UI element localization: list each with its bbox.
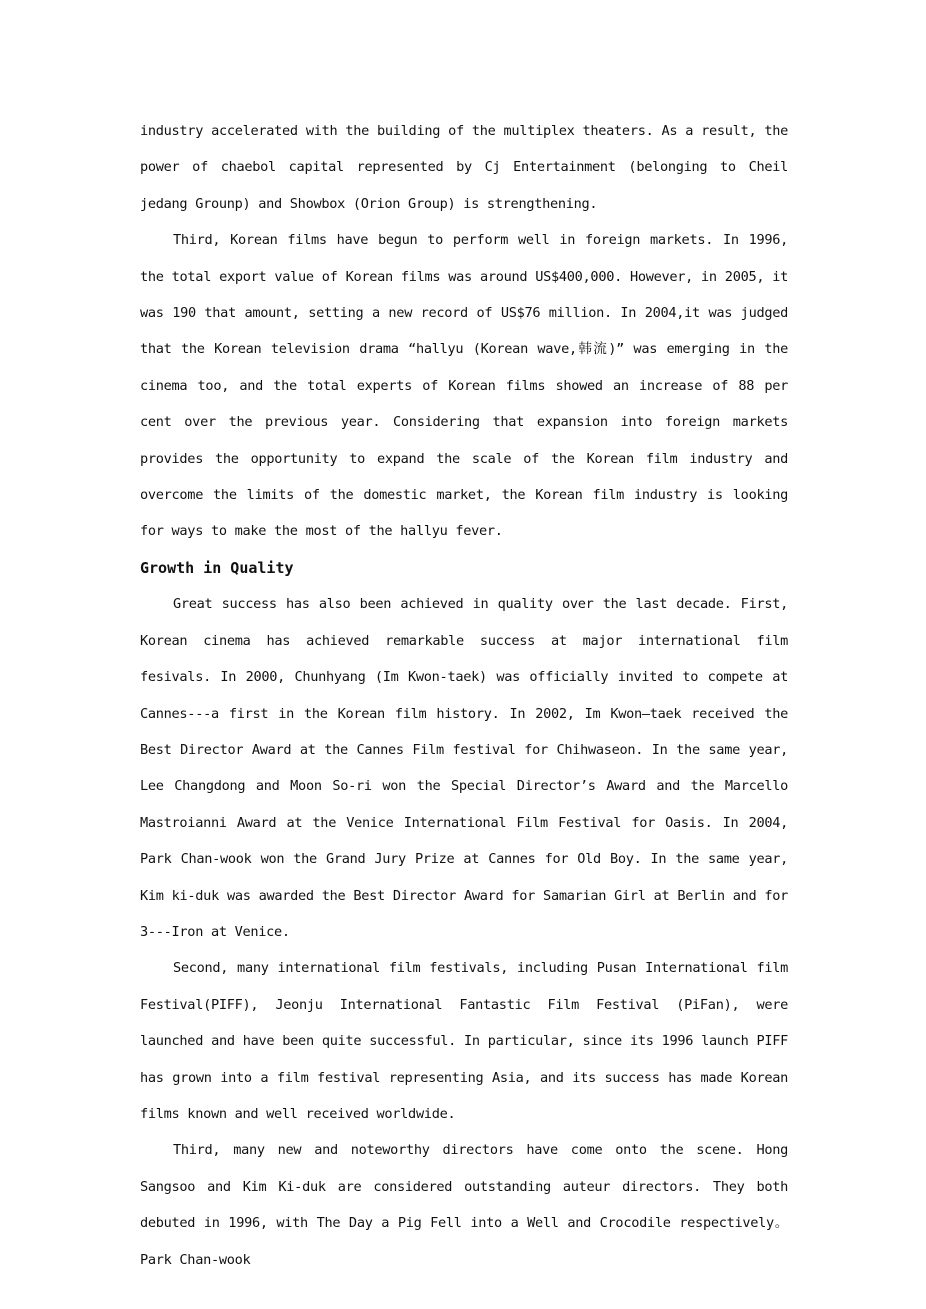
- paragraph-film-festivals: Second, many international film festivals, including Pusan International film Festival(PIFF), Jeonju International Fantastic Film Festival (PiFan), were launched and have been quite successful. In particular, since its 1996 launch PIFF has grown into a film festival representing Asia, and its success has made Korean films known and well received worldwide.: [140, 960, 788, 1122]
- section-heading-growth-in-quality: Growth in Quality: [140, 558, 294, 577]
- paragraph-chaebol-capital: industry accelerated with the building of the multiplex theaters. As a result, the power of chaebol capital represented by Cj Entertainment (belonging to Cheil jedang Grounp) and Showbox (Orion Group) is strengthening.: [140, 123, 788, 212]
- document-page: [140, 113, 788, 1278]
- paragraph-new-directors: Third, many new and noteworthy directors have come onto the scene. Hong Sangsoo and Kim Ki-duk are considered outstanding auteur directors. They both debuted in 1996, with The Day a Pig Fell into a Well and Crocodile respectively。Park Chan-wook: [140, 1142, 788, 1268]
- paragraph-international-awards: Great success has also been achieved in quality over the last decade. First, Korean cinema has achieved remarkable success at major international film fesivals. In 2000, Chunhyang (Im Kwon-taek) was officially invited to compete at Cannes---a first in the Korean film history. In 2002, Im Kwon—taek received the Best Director Award at the Cannes Film festival for Chihwaseon. In the same year, Lee Changdong and Moon So-ri won the Special Director’s Award and the Marcello Mastroianni Award at the Venice International Film Festival for Oasis. In 2004, Park Chan-wook won the Grand Jury Prize at Cannes for Old Boy. In the same year, Kim ki-duk was awarded the Best Director Award for Samarian Girl at Berlin and for 3---Iron at Venice.: [140, 596, 788, 940]
- paragraph-foreign-markets: Third, Korean films have begun to perform well in foreign markets. In 1996, the total export value of Korean films was around US$400,000. However, in 2005, it was 190 that amount, setting a new record of US$76 million. In 2004,it was judged that the Korean television drama “hallyu (Korean wave,韩流)” was emerging in the cinema too, and the total experts of Korean films showed an increase of 88 per cent over the previous year. Considering that expansion into foreign markets provides the opportunity to expand the scale of the Korean film industry and overcome the limits of the domestic market, the Korean film industry is looking for ways to make the most of the hallyu fever.: [140, 232, 788, 540]
